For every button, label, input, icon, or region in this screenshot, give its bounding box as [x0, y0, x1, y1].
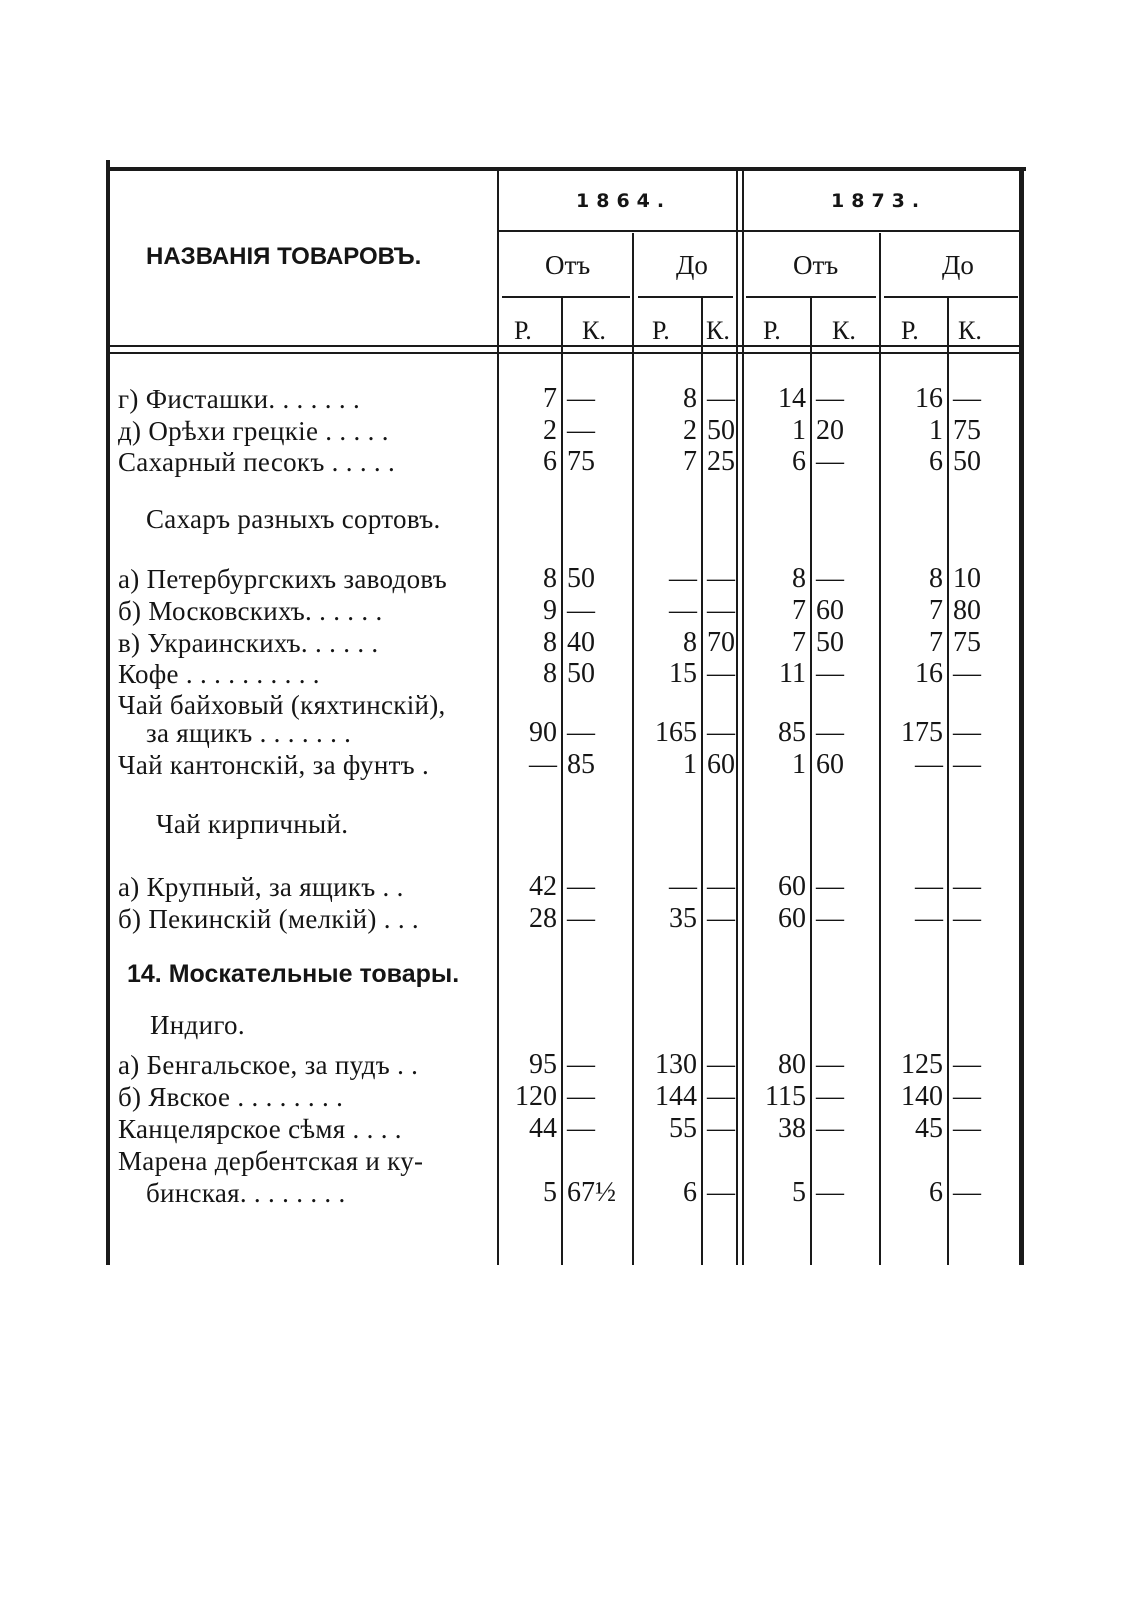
- table-cell: —: [953, 658, 981, 689]
- year-underline: [499, 230, 1020, 232]
- table-cell: 16: [915, 383, 943, 414]
- table-cell: 115: [765, 1081, 806, 1112]
- row-name: за ящикъ . . . . . . .: [146, 718, 352, 748]
- table-cell: 6: [683, 1177, 697, 1208]
- table-cell: —: [669, 871, 697, 902]
- table-cell: 60: [816, 749, 844, 780]
- table-cell: —: [816, 1049, 844, 1080]
- table-cell: —: [816, 871, 844, 902]
- row-name: г) Фисташки. . . . . . .: [118, 384, 360, 414]
- table-cell: 67½: [567, 1177, 616, 1208]
- table-cell: —: [707, 871, 735, 902]
- header-rub-1873-to: Р.: [901, 316, 919, 345]
- table-cell: 120: [515, 1081, 557, 1112]
- table-cell: 6: [929, 1177, 943, 1208]
- table-cell: 16: [915, 658, 943, 689]
- col-sep-1864-r2: [701, 297, 703, 1265]
- table-cell: 80: [778, 1049, 806, 1080]
- table-cell: —: [707, 595, 735, 626]
- header-rub-1864-to: Р.: [652, 316, 670, 345]
- row-name: а) Крупный, за ящикъ . .: [118, 872, 404, 902]
- row-name: бинская. . . . . . . .: [146, 1178, 346, 1208]
- table-cell: —: [707, 717, 735, 748]
- table-cell: 6: [543, 446, 557, 477]
- table-cell: —: [953, 1049, 981, 1080]
- table-cell: 130: [655, 1049, 697, 1080]
- table-cell: 7: [929, 595, 943, 626]
- table-cell: 1: [929, 415, 943, 446]
- table-cell: 7: [792, 595, 806, 626]
- table-right-border: [1019, 170, 1024, 1265]
- table-cell: —: [567, 1049, 595, 1080]
- table-cell: 5: [792, 1177, 806, 1208]
- table-cell: —: [816, 903, 844, 934]
- table-cell: —: [567, 595, 595, 626]
- table-cell: —: [816, 563, 844, 594]
- table-cell: —: [669, 563, 697, 594]
- year-1873: 1873.: [831, 190, 927, 212]
- table-cell: —: [567, 1113, 595, 1144]
- table-cell: 45: [915, 1113, 943, 1144]
- table-cell: 2: [683, 415, 697, 446]
- col-sep-1864-r1: [561, 297, 563, 1265]
- table-cell: 10: [953, 563, 981, 594]
- table-cell: 55: [669, 1113, 697, 1144]
- table-cell: 8: [929, 563, 943, 594]
- table-cell: —: [953, 749, 981, 780]
- table-cell: —: [567, 415, 595, 446]
- table-cell: —: [567, 871, 595, 902]
- table-cell: —: [567, 383, 595, 414]
- row-name: а) Петербургскихъ заводовъ: [118, 564, 448, 594]
- table-cell: —: [953, 383, 981, 414]
- table-cell: —: [707, 1049, 735, 1080]
- table-cell: 11: [779, 658, 806, 689]
- table-cell: —: [529, 749, 557, 780]
- table-left-border: [106, 160, 110, 1265]
- header-kop-1873-to: К.: [958, 316, 982, 345]
- row-name: Канцелярское сѣмя . . . .: [118, 1114, 402, 1144]
- header-rub-1873-from: Р.: [763, 316, 781, 345]
- header-separator-top: [108, 345, 1020, 347]
- fromto-underline-1864: [502, 296, 630, 298]
- table-cell: —: [816, 1177, 844, 1208]
- table-cell: 95: [529, 1049, 557, 1080]
- table-cell: 8: [683, 383, 697, 414]
- header-kop-1864-to: К.: [706, 316, 730, 345]
- table-cell: —: [707, 658, 735, 689]
- table-cell: 80: [953, 595, 981, 626]
- col-sep-1873-mid: [879, 233, 881, 1265]
- table-cell: 60: [778, 903, 806, 934]
- table-cell: 7: [929, 627, 943, 658]
- table-cell: 1: [792, 749, 806, 780]
- table-cell: 8: [683, 627, 697, 658]
- row-name: Сахарный песокъ . . . . .: [118, 447, 396, 477]
- table-cell: 5: [543, 1177, 557, 1208]
- table-cell: 38: [778, 1113, 806, 1144]
- table-cell: 14: [778, 383, 806, 414]
- row-name: Кофе . . . . . . . . . .: [118, 659, 320, 689]
- table-cell: —: [953, 717, 981, 748]
- table-cell: 7: [683, 446, 697, 477]
- row-name: в) Украинскихъ. . . . . .: [118, 628, 379, 658]
- header-kop-1864-from: К.: [582, 316, 606, 345]
- row-name: б) Явское . . . . . . . .: [118, 1082, 344, 1112]
- table-cell: —: [669, 595, 697, 626]
- col-sep-name: [497, 170, 499, 1265]
- table-cell: 50: [953, 446, 981, 477]
- table-cell: 125: [901, 1049, 943, 1080]
- table-top-border: [108, 167, 1026, 171]
- table-cell: 25: [707, 446, 735, 477]
- row-name: б) Пекинскiй (мелкiй) . . .: [118, 904, 419, 934]
- table-cell: 40: [567, 627, 595, 658]
- col-sep-1873-r1: [810, 297, 812, 1265]
- table-cell: 50: [707, 415, 735, 446]
- row-name: а) Бенгальское, за пудъ . .: [118, 1050, 419, 1080]
- table-cell: 2: [543, 415, 557, 446]
- header-from-1864: Отъ: [545, 250, 591, 280]
- header-to-1873: До: [942, 250, 974, 280]
- col-sep-1873-r2: [947, 297, 949, 1265]
- table-cell: 90: [529, 717, 557, 748]
- table-cell: 20: [816, 415, 844, 446]
- table-cell: 75: [567, 446, 595, 477]
- header-to-1864: До: [676, 250, 708, 280]
- section-indigo: Индиго.: [150, 1010, 245, 1040]
- table-cell: 50: [567, 658, 595, 689]
- table-cell: 165: [655, 717, 697, 748]
- table-cell: 8: [543, 627, 557, 658]
- row-name: б) Московскихъ. . . . . .: [118, 596, 383, 626]
- table-cell: —: [915, 749, 943, 780]
- row-name: Марена дербентская и ку-: [118, 1146, 424, 1176]
- table-cell: —: [816, 717, 844, 748]
- table-cell: 28: [529, 903, 557, 934]
- table-cell: —: [915, 871, 943, 902]
- table-cell: 50: [816, 627, 844, 658]
- header-kop-1873-from: К.: [832, 316, 856, 345]
- year-1864: 1864.: [576, 190, 672, 212]
- table-cell: —: [915, 903, 943, 934]
- table-cell: 8: [792, 563, 806, 594]
- table-cell: 44: [529, 1113, 557, 1144]
- table-cell: —: [707, 903, 735, 934]
- table-cell: —: [707, 1177, 735, 1208]
- table-cell: 50: [567, 563, 595, 594]
- table-cell: —: [816, 658, 844, 689]
- table-cell: 7: [792, 627, 806, 658]
- header-separator-bottom: [108, 352, 1020, 354]
- table-cell: 60: [778, 871, 806, 902]
- row-name: Чай кантонскiй, за фунтъ .: [118, 750, 430, 780]
- fromto-underline-1873: [746, 296, 876, 298]
- section-group-14: 14. Москательные товары.: [127, 960, 460, 988]
- table-cell: —: [567, 717, 595, 748]
- table-cell: —: [953, 871, 981, 902]
- table-cell: 75: [953, 415, 981, 446]
- table-cell: 60: [816, 595, 844, 626]
- row-name: Чай байховый (кяхтинскiй),: [118, 690, 446, 720]
- table-title: НАЗВАНIЯ ТОВАРОВЪ.: [146, 243, 422, 270]
- table-cell: 70: [707, 627, 735, 658]
- table-cell: 8: [543, 658, 557, 689]
- table-cell: 6: [792, 446, 806, 477]
- table-cell: 144: [655, 1081, 697, 1112]
- table-cell: 6: [929, 446, 943, 477]
- table-cell: 9: [543, 595, 557, 626]
- table-cell: 85: [778, 717, 806, 748]
- table-cell: 85: [567, 749, 595, 780]
- table-cell: —: [953, 1113, 981, 1144]
- table-cell: —: [707, 1081, 735, 1112]
- header-rub-1864-from: Р.: [514, 316, 532, 345]
- table-cell: 35: [669, 903, 697, 934]
- col-sep-year-b: [742, 170, 744, 1265]
- fromto-underline-1864b: [638, 296, 733, 298]
- table-cell: 15: [669, 658, 697, 689]
- table-cell: 42: [529, 871, 557, 902]
- table-cell: —: [567, 903, 595, 934]
- table-cell: —: [707, 383, 735, 414]
- table-cell: —: [953, 1081, 981, 1112]
- table-cell: —: [816, 1081, 844, 1112]
- table-cell: 7: [543, 383, 557, 414]
- table-cell: 1: [683, 749, 697, 780]
- table-cell: —: [816, 446, 844, 477]
- table-cell: 1: [792, 415, 806, 446]
- table-cell: 75: [953, 627, 981, 658]
- table-cell: —: [953, 1177, 981, 1208]
- col-sep-year-a: [736, 170, 738, 1265]
- table-cell: —: [707, 563, 735, 594]
- table-cell: —: [707, 1113, 735, 1144]
- table-cell: —: [953, 903, 981, 934]
- section-brick-tea: Чай кирпичный.: [156, 809, 349, 839]
- table-cell: 60: [707, 749, 735, 780]
- table-cell: —: [567, 1081, 595, 1112]
- table-cell: —: [816, 1113, 844, 1144]
- table-cell: —: [816, 383, 844, 414]
- section-sugar: Сахаръ разныхъ сортовъ.: [146, 504, 441, 534]
- table-cell: 175: [901, 717, 943, 748]
- table-cell: 140: [901, 1081, 943, 1112]
- col-sep-1864-mid: [632, 233, 634, 1265]
- table-cell: 8: [543, 563, 557, 594]
- row-name: д) Орѣхи грецкiе . . . . .: [118, 416, 389, 446]
- header-from-1873: Отъ: [793, 250, 839, 280]
- fromto-underline-1873b: [884, 296, 1018, 298]
